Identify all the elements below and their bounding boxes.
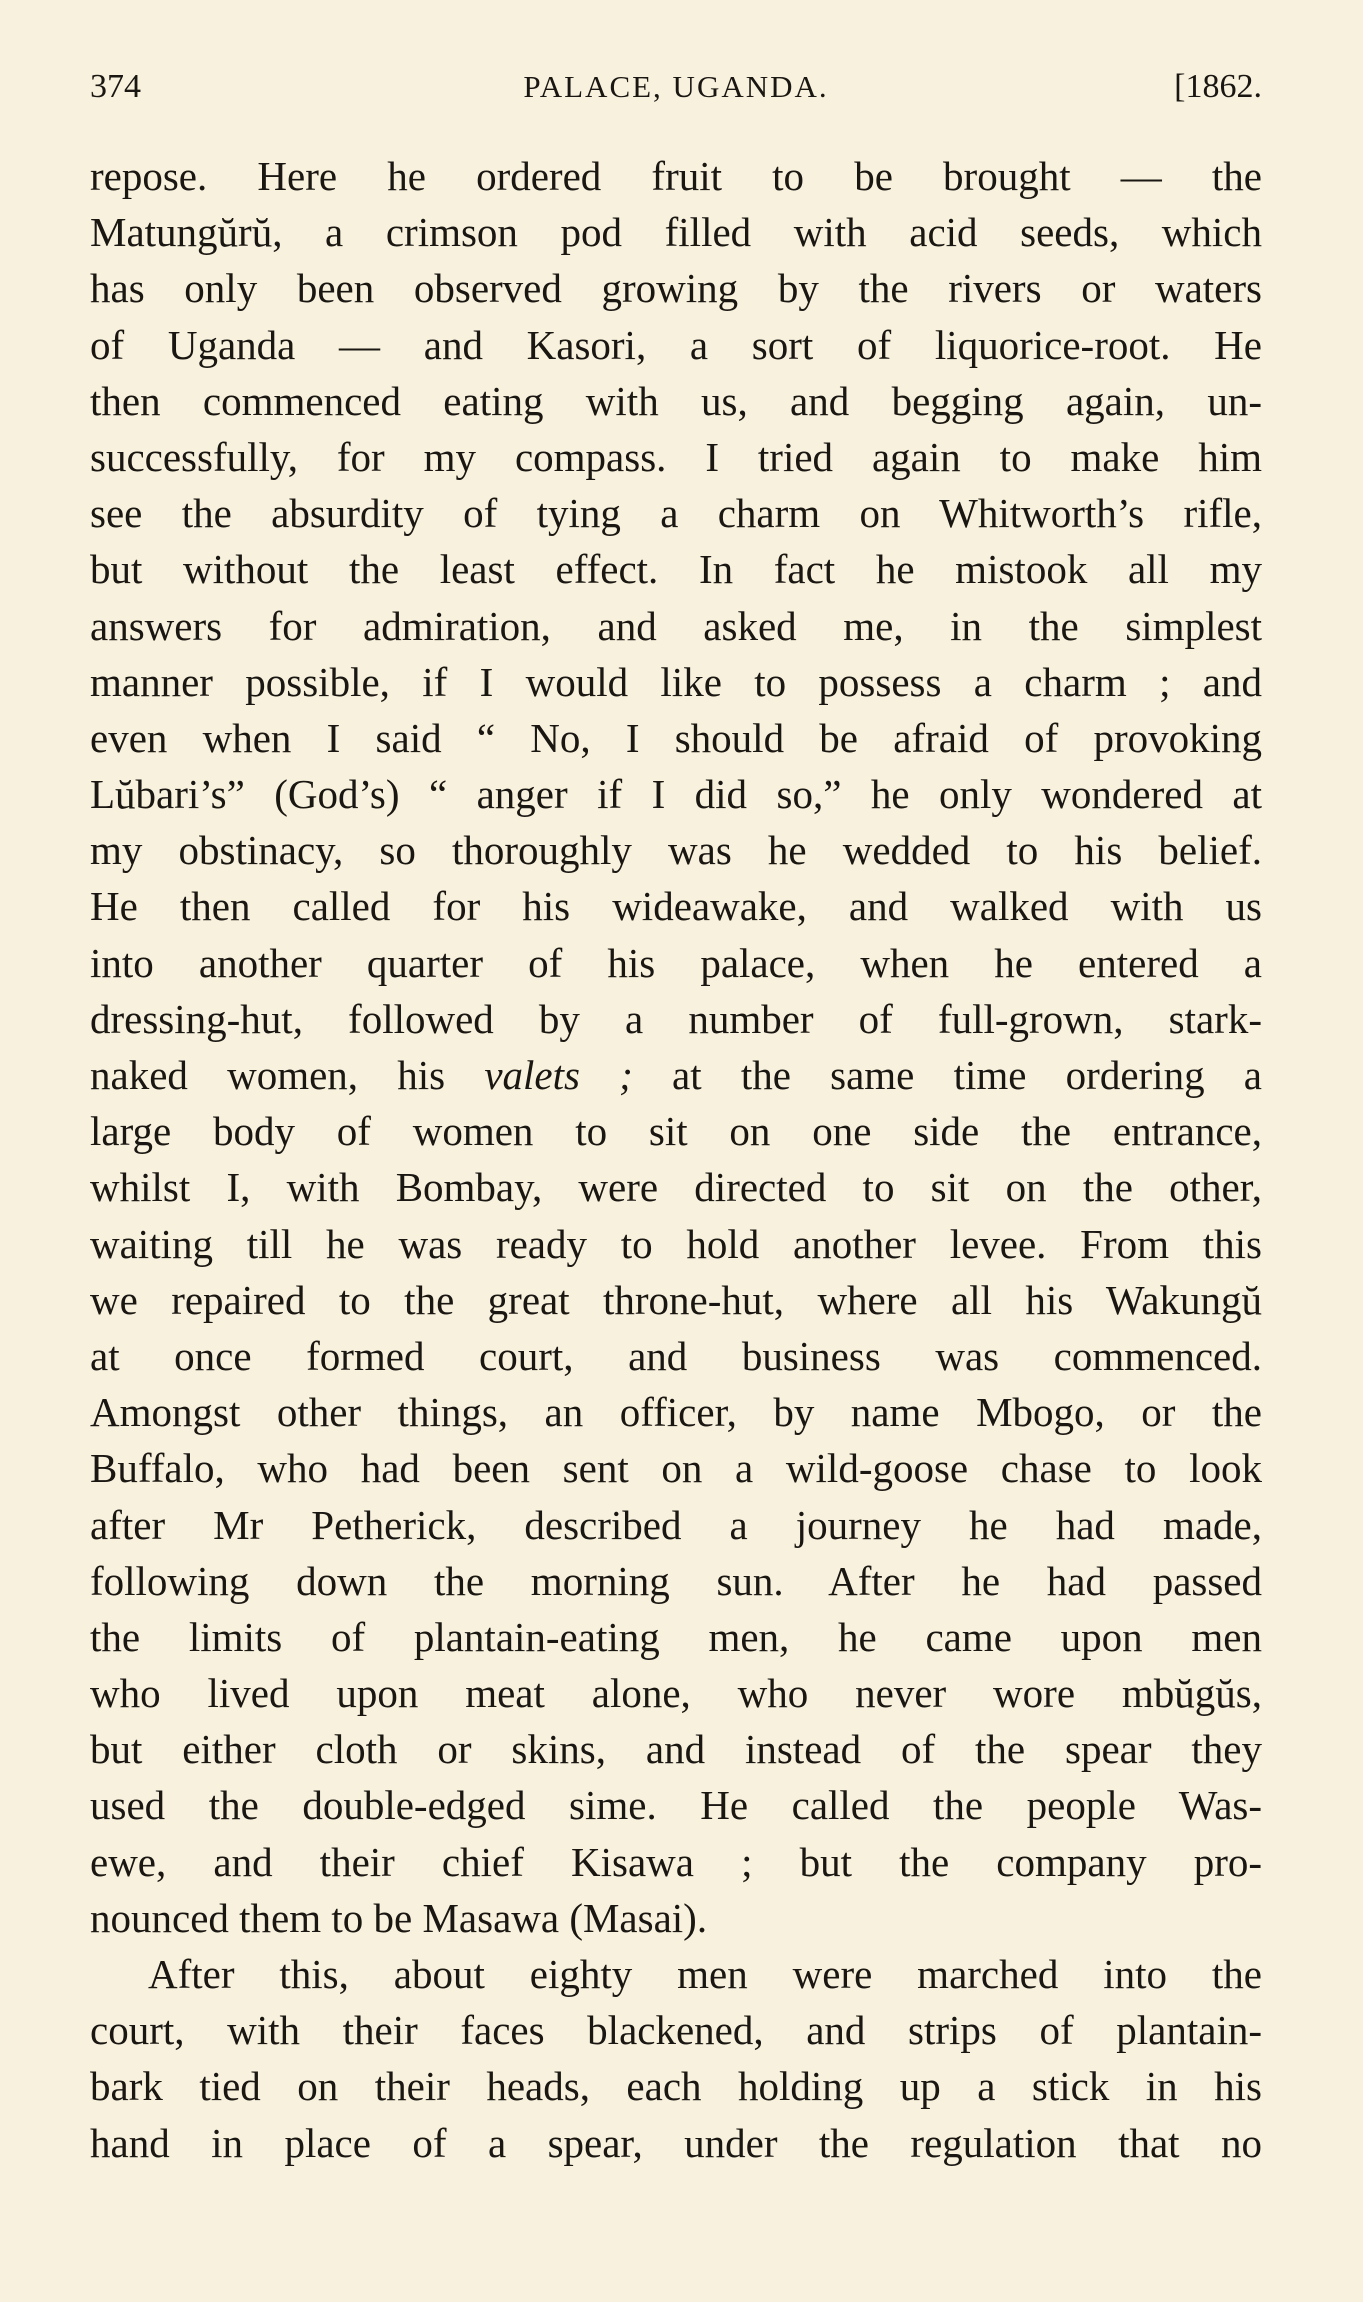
text-line	[90, 1047, 1262, 1103]
text-line: Matungŭrŭ, a crimson pod filled with acid seeds, which	[90, 209, 1262, 256]
text-line: but either cloth or skins, and instead of the spear they	[90, 1726, 1262, 1773]
text-line: into another quarter of his palace, when he entered a	[90, 939, 1262, 986]
italic-word: valets ;	[484, 1052, 633, 1098]
text-segment: naked women, his	[90, 1052, 485, 1098]
text-line: my obstinacy, so thoroughly was he wedded to his belief.	[90, 827, 1262, 874]
text-line: but without the least effect. In fact he mistook all my	[90, 546, 1262, 593]
text-line: ewe, and their chief Kisawa ; but the company pro-	[90, 1838, 1262, 1885]
text-line: repose. Here he ordered fruit to be brought — the	[90, 153, 1262, 199]
text-line: see the absurdity of tying a charm on Whitworth’s rifle,	[90, 490, 1262, 537]
text-line: waiting till he was ready to hold another levee. From this	[90, 1220, 1262, 1267]
text-line: He then called for his wideawake, and walked with us	[90, 883, 1262, 930]
text-line: manner possible, if I would like to possess a charm ; and	[90, 658, 1262, 705]
paragraph-last-line: nounced them to be Masawa (Masai).	[90, 1894, 708, 1941]
text-line: large body of women to sit on one side the entrance,	[90, 1108, 1262, 1155]
text-line: answers for admiration, and asked me, in the simplest	[90, 602, 1262, 649]
running-year: [1862.	[1174, 68, 1262, 105]
text-line: court, with their faces blackened, and strips of plantain-	[90, 2007, 1262, 2054]
page-number: 374	[90, 68, 141, 105]
text-line: has only been observed growing by the rivers or waters	[90, 265, 1262, 312]
text-line: after Mr Petherick, described a journey he had made,	[90, 1501, 1262, 1548]
text-line: Buffalo, who had been sent on a wild-goose chase to look	[90, 1445, 1262, 1492]
text-line: Lŭbari’s” (God’s) “ anger if I did so,” he only wondered at	[90, 771, 1262, 818]
paragraph-first-line: After this, about eighty men were marched into the	[148, 1951, 1262, 1997]
text-segment: at the same time ordering a	[632, 1052, 1262, 1098]
text-line: even when I said “ No, I should be afraid of provoking	[90, 714, 1262, 761]
text-line: at once formed court, and business was commenced.	[90, 1332, 1262, 1379]
text-line: dressing-hut, followed by a number of full-grown, stark-	[90, 995, 1262, 1042]
text-line: the limits of plantain-eating men, he came upon men	[90, 1613, 1262, 1660]
running-title: PALACE, UGANDA.	[523, 69, 829, 104]
text-line: who lived upon meat alone, who never wore mbŭgŭs,	[90, 1670, 1262, 1717]
text-line: Amongst other things, an officer, by name Mbogo, or the	[90, 1389, 1262, 1436]
text-line: bark tied on their heads, each holding up a stick in his	[90, 2063, 1262, 2110]
text-line: of Uganda — and Kasori, a sort of liquorice-root. He	[90, 321, 1262, 368]
running-head	[90, 62, 1262, 112]
text-line: whilst I, with Bombay, were directed to sit on the other,	[90, 1164, 1262, 1211]
text-line: we repaired to the great throne-hut, where all his Wakungŭ	[90, 1276, 1262, 1323]
text-line: then commenced eating with us, and begging again, un-	[90, 377, 1262, 424]
text-line: successfully, for my compass. I tried again to make him	[90, 433, 1262, 480]
text-line: hand in place of a spear, under the regulation that no	[90, 2119, 1262, 2166]
text-line: following down the morning sun. After he had passed	[90, 1557, 1262, 1604]
text-line: used the double-edged sime. He called the people Was-	[90, 1782, 1262, 1829]
body-text	[90, 148, 1262, 2171]
